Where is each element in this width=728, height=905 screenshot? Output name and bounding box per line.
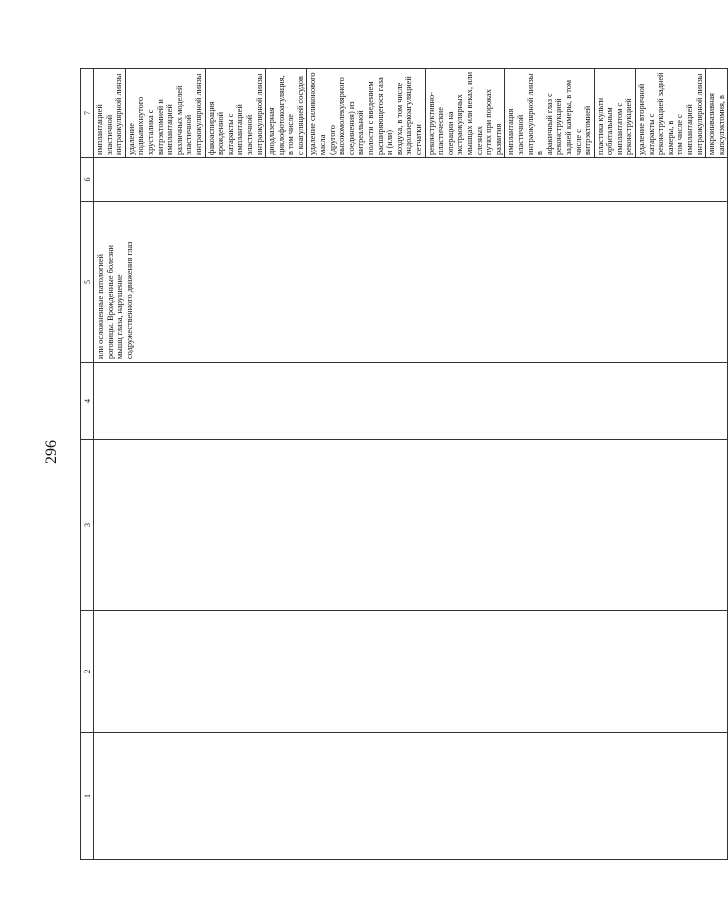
table-cell bbox=[94, 611, 728, 733]
column-number: 2 bbox=[81, 611, 94, 733]
page-number: 296 bbox=[43, 440, 60, 464]
column-number: 1 bbox=[81, 733, 94, 860]
procedure-item: удаление подвывихнутого хрусталика с витрэктомией и имплантацией различных моделей эластичной интраокулярной линзы bbox=[126, 69, 206, 157]
procedure-item: реконструктивно-пластические операции на экстраокулярных мышцах или веках, или слезных путях при пороках развития bbox=[426, 69, 506, 157]
column-number: 7 bbox=[81, 69, 94, 158]
column-number: 3 bbox=[81, 440, 94, 611]
column-number: 6 bbox=[81, 158, 94, 202]
procedure-item: удаление вторичной катаракты с реконструкцией задней камеры, в том числе с имплантацией интраокулярной линзы bbox=[636, 69, 706, 157]
column-number: 5 bbox=[81, 202, 94, 363]
procedure-item: удаление силиконового масла (другого высокомолекулярного соединения) из витреальной полости с введением расширяющегося газа и (или) воздуха, в том числе эндолазеркоагуляцией сетчатки bbox=[307, 69, 425, 157]
column-number: 4 bbox=[81, 363, 94, 440]
table-cell bbox=[94, 363, 728, 440]
procedure-item: имплантация эластичной интраокулярной линзы в афакичный глаз с реконструкцией задней камеры, в том числе с витрэктомией bbox=[505, 69, 594, 157]
column-number-row bbox=[81, 69, 94, 860]
procedure-item: факоаспирация врожденной катаракты с имплантацией эластичной интраокулярной линзы bbox=[206, 69, 267, 157]
table-cell bbox=[94, 733, 728, 860]
diagnosis-text: или осложненные патологией роговицы. Врожденные болезни мышц глаза, нарушение содружественного движения глаз bbox=[96, 241, 134, 359]
procedure-item: имплантацией эластичной интраокулярной линзы bbox=[94, 69, 126, 157]
procedures-table bbox=[80, 68, 728, 860]
procedure-item: диодлазерная циклофотокоагуляция, в том числе с коагуляцией сосудов bbox=[266, 69, 307, 157]
rotated-table-wrapper bbox=[80, 69, 726, 860]
table-cell bbox=[94, 440, 728, 611]
procedure-item: пластика культи орбитальным имплантатом с реконструкцией bbox=[595, 69, 636, 157]
table-cell bbox=[94, 69, 728, 158]
table-row bbox=[94, 69, 728, 860]
table-cell bbox=[94, 202, 728, 363]
table-cell bbox=[94, 158, 728, 202]
procedure-item: микроинвазивная капсулэктомия, в bbox=[707, 93, 726, 155]
